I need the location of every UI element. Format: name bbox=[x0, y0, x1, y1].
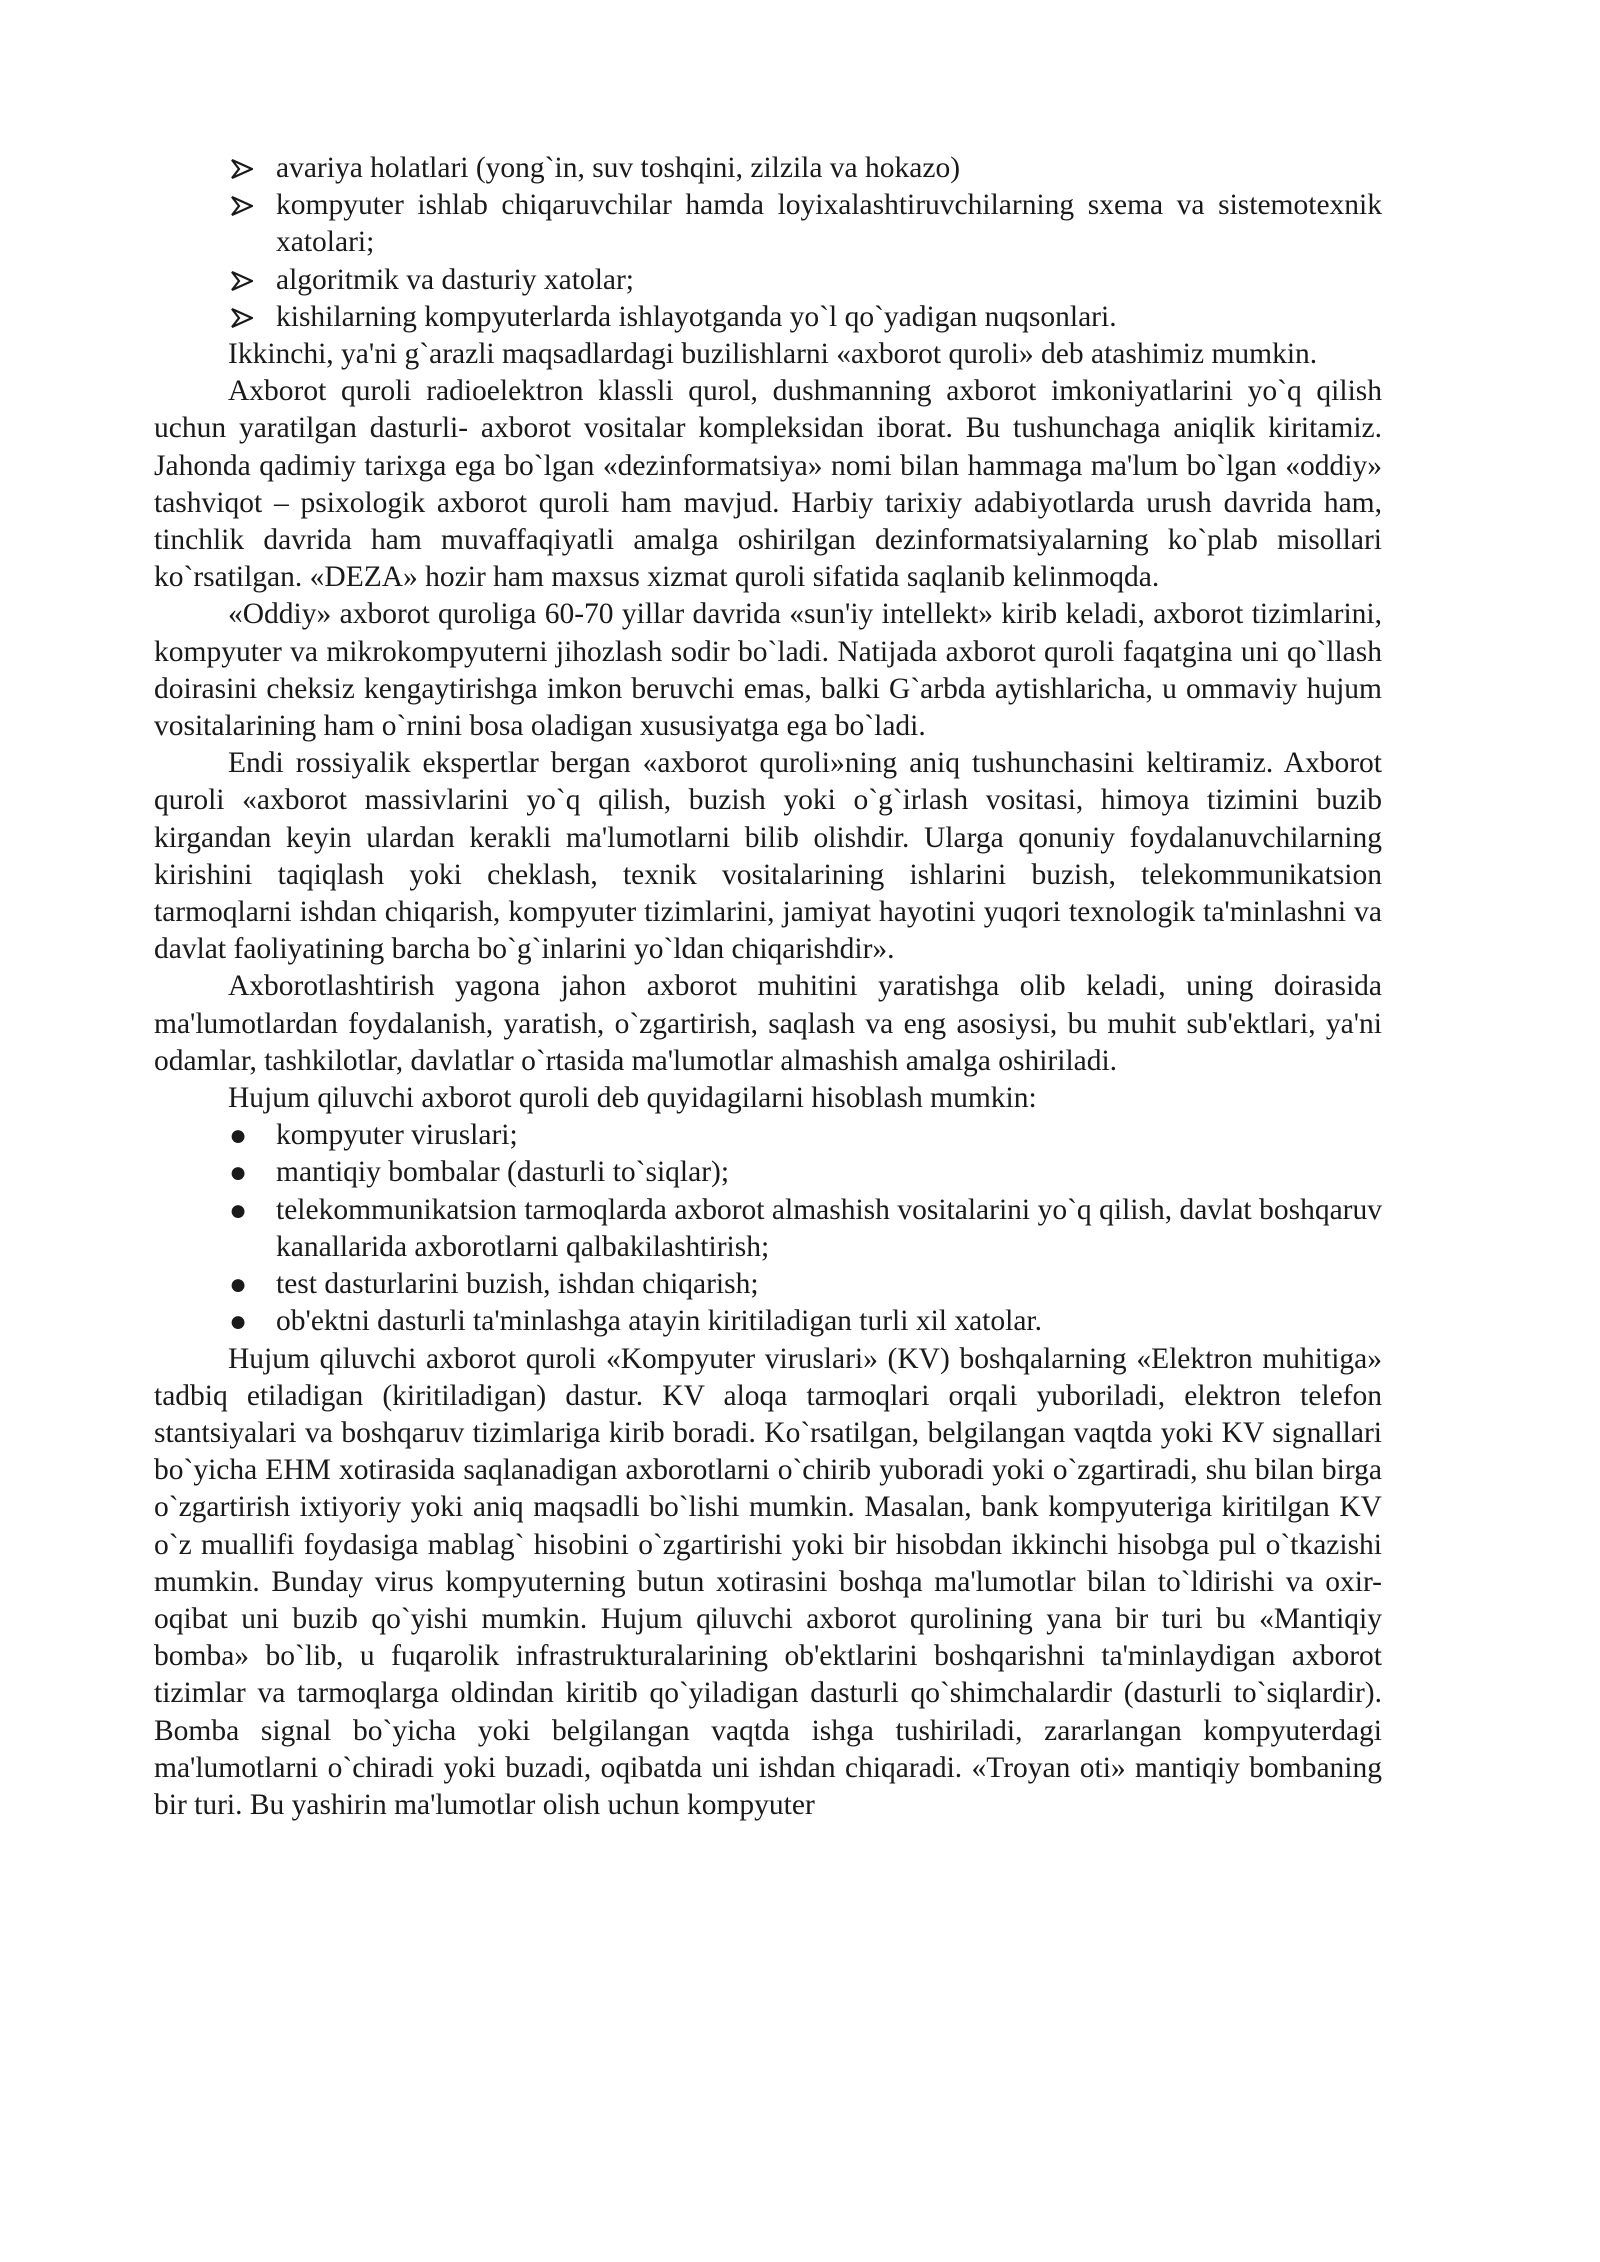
list-item: ● mantiqiy bombalar (dasturli to`siqlar); bbox=[154, 1154, 1382, 1191]
bullet-dot-icon: ● bbox=[229, 1268, 248, 1302]
paragraph: Hujum qiluvchi axborot quroli deb quyidagilarni hisoblash mumkin: bbox=[228, 1082, 1037, 1115]
offensive-weapons-list bbox=[154, 1117, 1382, 1340]
bullet-dot-icon: ● bbox=[229, 1119, 248, 1153]
list-item: ● kompyuter viruslari; bbox=[154, 1117, 1382, 1154]
paragraph: Endi rossiyalik ekspertlar bergan «axborot quroli»ning aniq tushunchasini keltiramiz. Axborot quroli «axborot massivlarini yo`q qilish, buzish yoki o`g`irlash vositasi, himoya tizimini buzib kirgandan keyin ulardan kerakli ma'lumotlarni bilib olishdir. Ularga qonuniy foydalanuvchilarning kirishini taqiqlash yoki cheklash, texnik vositalarining ishlarini buzish, telekommunikatsion tarmoqlarni ishdan chiqarish, kompyuter tizimlarini, jamiyat hayotini yuqori texnologik ta'minlashni va davlat faoliyatining barcha bo`g`inlarini yo`ldan chiqarishdir». bbox=[154, 747, 1382, 966]
bullet-dot-icon: ● bbox=[229, 1305, 248, 1339]
list-item: kishilarning kompyuterlarda ishlayotganda yo`l qo`yadigan nuqsonlari. bbox=[154, 299, 1382, 336]
paragraph: Ikkinchi, ya'ni g`arazli maqsadlardagi buzilishlarni «axborot quroli» deb atashimiz mumkin. bbox=[228, 338, 1318, 371]
list-item: ● ob'ektni dasturli ta'minlashga atayin kiritiladigan turli xil xatolar. bbox=[154, 1303, 1382, 1340]
list-item: ● telekommunikatsion tarmoqlarda axborot almashish vositalarini yo`q qilish, davlat boshqaruv kanallarida axborotlarni qalbakilashtirish; bbox=[229, 1193, 1382, 1263]
list-item: avariya holatlari (yong`in, suv toshqini, zilzila va hokazo) bbox=[154, 150, 1382, 187]
paragraph: «Oddiy» axborot quroliga 60-70 yillar davrida «sun'iy intellekt» kirib keladi, axborot tizimlarini, kompyuter va mikrokompyuterni jihozlash sodir bo`ladi. Natijada axborot quroli faqatgina uni qo`llash doirasini cheksiz kengaytirishga imkon beruvchi emas, balki G`arbda aytishlaricha, u ommaviy hujum vositalarining ham o`rnini bosa oladigan xususiyatga ega bo`ladi. bbox=[154, 598, 1382, 743]
bullet-dot-icon: ● bbox=[229, 1193, 248, 1227]
failure-causes-list bbox=[154, 150, 1382, 336]
paragraph: Axborotlashtirish yagona jahon axborot muhitini yaratishga olib keladi, uning doirasida ma'lumotlardan foydalanish, yaratish, o`zgartirish, saqlash va eng asosiysi, bu muhit sub'ektlari, ya'ni odamlar, tashkilotlar, davlatlar o`rtasida ma'lumotlar almashish amalga oshiriladi. bbox=[154, 970, 1382, 1077]
bullet-dot-icon: ● bbox=[229, 1156, 248, 1190]
list-item: kompyuter ishlab chiqaruvchilar hamda loyixalashtiruvchilarning sxema va sistemotexnik xatolari; bbox=[154, 187, 1382, 261]
document-page bbox=[154, 150, 1382, 1824]
paragraph: Hujum qiluvchi axborot quroli «Kompyuter viruslari» (KV) boshqalarning «Elektron muhitiga» tadbiq etiladigan (kiritiladigan) dastur. KV aloqa tarmoqlari orqali yuboriladi, elektron telefon stantsiyalari va boshqaruv tizimlariga kirib boradi. Ko`rsatilgan, belgilangan vaqtda yoki KV signallari bo`yicha EHM xotirasida saqlanadigan axborotlarni o`chirib yuboradi yoki o`zgartiradi, shu bilan birga o`zgartirish ixtiyoriy yoki aniq maqsadli bo`lishi mumkin. Masalan, bank kompyuteriga kiritilgan KV o`z muallifi foydasiga mablag` hisobini o`zgartirishi yoki bir hisobdan ikkinchi hisobga pul o`tkazishi mumkin. Bunday virus kompyuterning butun xotirasini boshqa ma'lumotlar bilan to`ldirishi va oxir-oqibat uni buzib qo`yishi mumkin. Hujum qiluvchi axborot qurolining yana bir turi bu «Mantiqiy bomba» bo`lib, u fuqarolik infrastrukturalarining ob'ektlarini boshqarishni ta'minlaydigan axborot tizimlar va tarmoqlarga oldindan kiritib qo`yiladigan dasturli qo`shimchalardir (dasturli to`siqlardir). Bomba signal bo`yicha yoki belgilangan vaqtda ishga tushiriladi, zararlangan kompyuterdagi ma'lumotlarni o`chiradi yoki buzadi, oqibatda uni ishdan chiqaradi. «Troyan oti» mantiqiy bombaning bir turi. Bu yashirin ma'lumotlar olish uchun kompyuter bbox=[154, 1342, 1382, 1821]
list-item: ● test dasturlarini buzish, ishdan chiqarish; bbox=[154, 1266, 1382, 1303]
list-item: algoritmik va dasturiy xatolar; bbox=[154, 262, 1382, 299]
paragraph: Axborot quroli radioelektron klassli qurol, dushmanning axborot imkoniyatlarini yo`q qilish uchun yaratilgan dasturli- axborot vositalar kompleksidan iborat. Bu tushunchaga aniqlik kiritamiz. Jahonda qadimiy tarixga ega bo`lgan «dezinformatsiya» nomi bilan hammaga ma'lum bo`lgan «oddiy» tashviqot – psixologik axborot quroli ham mavjud. Harbiy tarixiy adabiyotlarda urush davrida ham, tinchlik davrida ham muvaffaqiyatli amalga oshirilgan dezinformatsiyalarning ko`plab misollari ko`rsatilgan. «DEZA» hozir ham maxsus xizmat quroli sifatida saqlanib kelinmoqda. bbox=[154, 375, 1382, 594]
